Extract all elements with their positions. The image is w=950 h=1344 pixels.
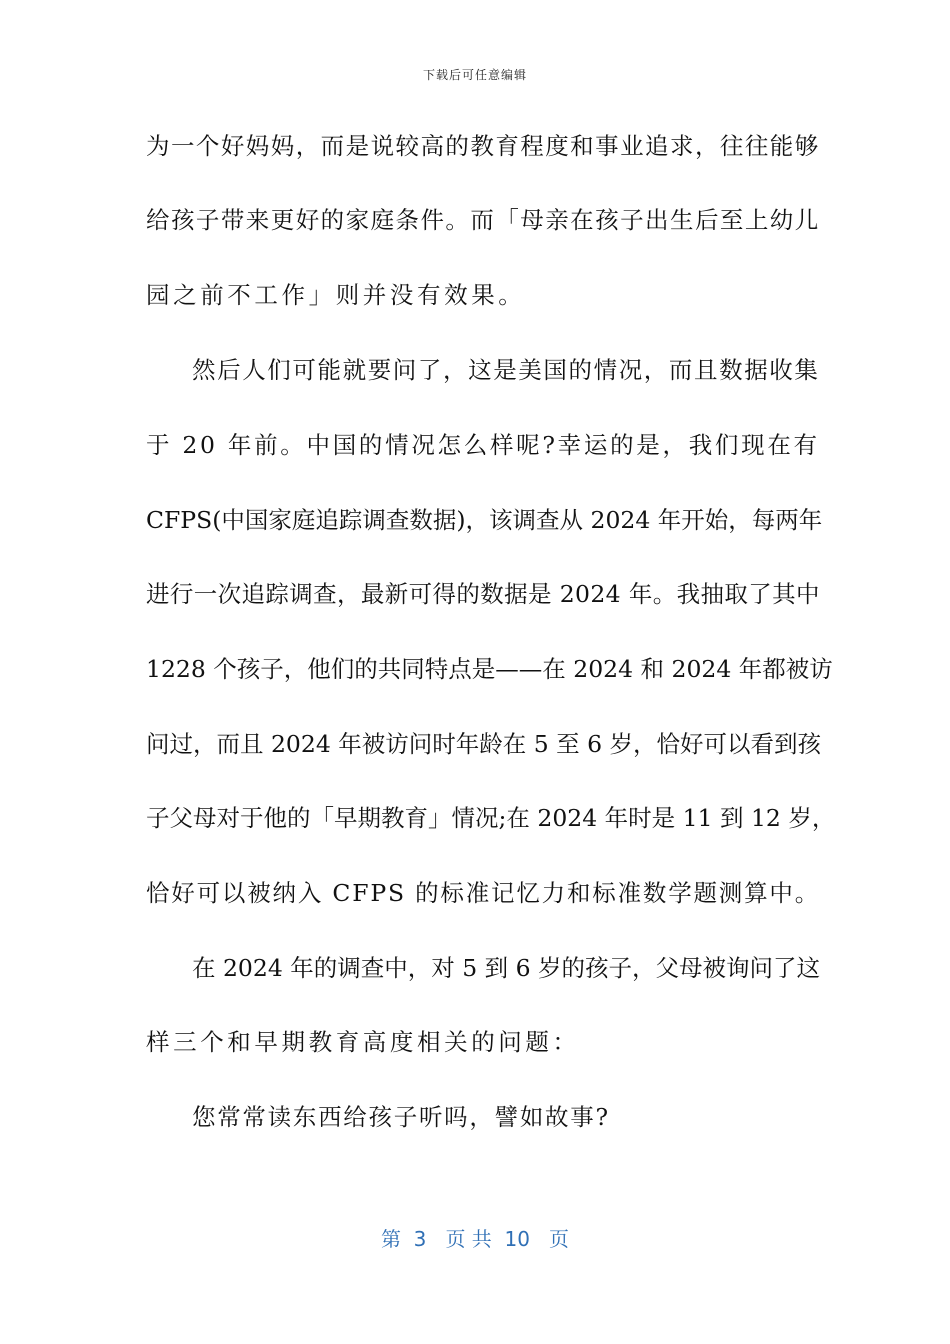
text-line: 问过，而且 2024 年被访问时年龄在 5 至 6 岁，恰好可以看到孩 — [146, 730, 822, 758]
page-number-footer: 第 3 页 共 10 页 — [380, 1227, 570, 1251]
text-line: 为一个好妈妈，而是说较高的教育程度和事业追求，往往能够 — [146, 132, 820, 160]
text-line: 给孩子带来更好的家庭条件。而「母亲在孩子出生后至上幼儿 — [146, 206, 820, 234]
paragraph-start-line: 您常常读东西给孩子听吗，譬如故事? — [192, 1103, 610, 1131]
paragraph-start-line: 然后人们可能就要问了，这是美国的情况，而且数据收集 — [192, 356, 820, 384]
text-line: 恰好可以被纳入 CFPS 的标准记忆力和标准数学题测算中。 — [146, 879, 821, 907]
text-line: 于 20 年前。中国的情况怎么样呢?幸运的是，我们现在有 — [146, 431, 820, 459]
page-header: 下载后可任意编辑 — [422, 68, 527, 82]
paragraph-start-line: 在 2024 年的调查中，对 5 到 6 岁的孩子，父母被询问了这 — [192, 954, 821, 982]
text-line: 样三个和早期教育高度相关的问题： — [146, 1028, 580, 1056]
text-line: 园之前不工作」则并没有效果。 — [146, 281, 526, 309]
text-line: CFPS(中国家庭追踪调查数据)，该调查从 2024 年开始，每两年 — [146, 506, 823, 534]
text-line: 进行一次追踪调查，最新可得的数据是 2024 年。我抽取了其中 — [146, 580, 820, 608]
text-line: 1228 个孩子，他们的共同特点是——在 2024 和 2024 年都被访 — [146, 655, 833, 683]
text-line: 子父母对于他的「早期教育」情况;在 2024 年时是 11 到 12 岁， — [146, 804, 836, 832]
